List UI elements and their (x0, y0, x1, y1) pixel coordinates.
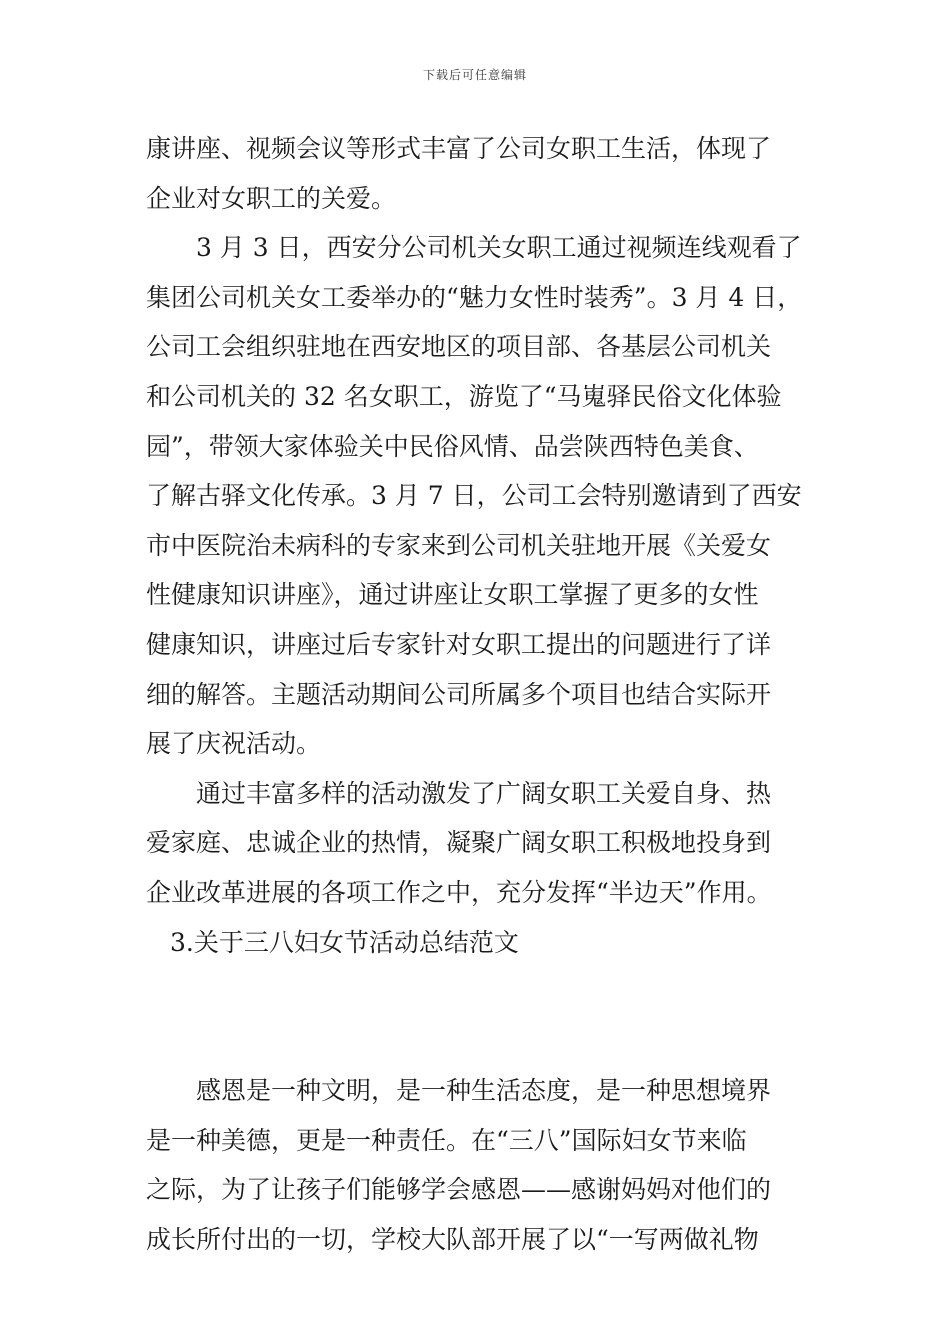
text-line: 和公司机关的 32 名女职工，游览了“马嵬驿民俗文化体验 (146, 381, 782, 411)
paragraph-start-line: 3 月 3 日，西安分公司机关女职工通过视频连线观看了 (196, 233, 802, 263)
page-header: 下载后可任意编辑 (422, 68, 527, 82)
text-line: 企业改革进展的各项工作之中，充分发挥“半边天”作用。 (146, 877, 772, 907)
paragraph-start-line: 感恩是一种文明，是一种生活态度，是一种思想境界 (196, 1076, 772, 1106)
text-line: 了解古驿文化传承。3 月 7 日，公司工会特别邀请到了西安 (146, 481, 802, 511)
text-line: 健康知识，讲座过后专家针对女职工提出的问题进行了详 (146, 629, 772, 659)
text-line: 康讲座、视频会议等形式丰富了公司女职工生活，体现了 (146, 134, 772, 163)
text-line: 展了庆祝活动。 (146, 729, 322, 759)
text-line: 企业对女职工的关爱。 (146, 183, 397, 213)
text-line: 之际，为了让孩子们能够学会感恩——感谢妈妈对他们的 (146, 1175, 772, 1205)
text-line: 园”，带领大家体验关中民俗风情、品尝陕西特色美食、 (146, 431, 759, 461)
document-body (146, 124, 814, 1264)
section-heading: 3.关于三八妇女节活动总结范文 (170, 927, 519, 957)
text-line: 性健康知识讲座》，通过讲座让女职工掌握了更多的女性 (146, 580, 759, 610)
text-line: 成长所付出的一切，学校大队部开展了以“一写两做礼物 (146, 1224, 759, 1254)
text-line: 集团公司机关女工委举办的“魅力女性时装秀”。3 月 4 日， (146, 282, 803, 312)
text-line: 细的解答。主题活动期间公司所属多个项目也结合实际开 (146, 679, 772, 709)
text-line: 爱家庭、忠诚企业的热情，凝聚广阔女职工积极地投身到 (146, 828, 772, 858)
text-line: 公司工会组织驻地在西安地区的项目部、各基层公司机关 (146, 332, 772, 362)
text-line: 是一种美德，更是一种责任。在“三八”国际妇女节来临 (146, 1125, 747, 1155)
blank-spacer (146, 967, 814, 1066)
paragraph-start-line: 通过丰富多样的活动激发了广阔女职工关爱自身、热 (196, 778, 772, 808)
text-line: 市中医院治未病科的专家来到公司机关驻地开展《关爱女 (146, 530, 772, 560)
